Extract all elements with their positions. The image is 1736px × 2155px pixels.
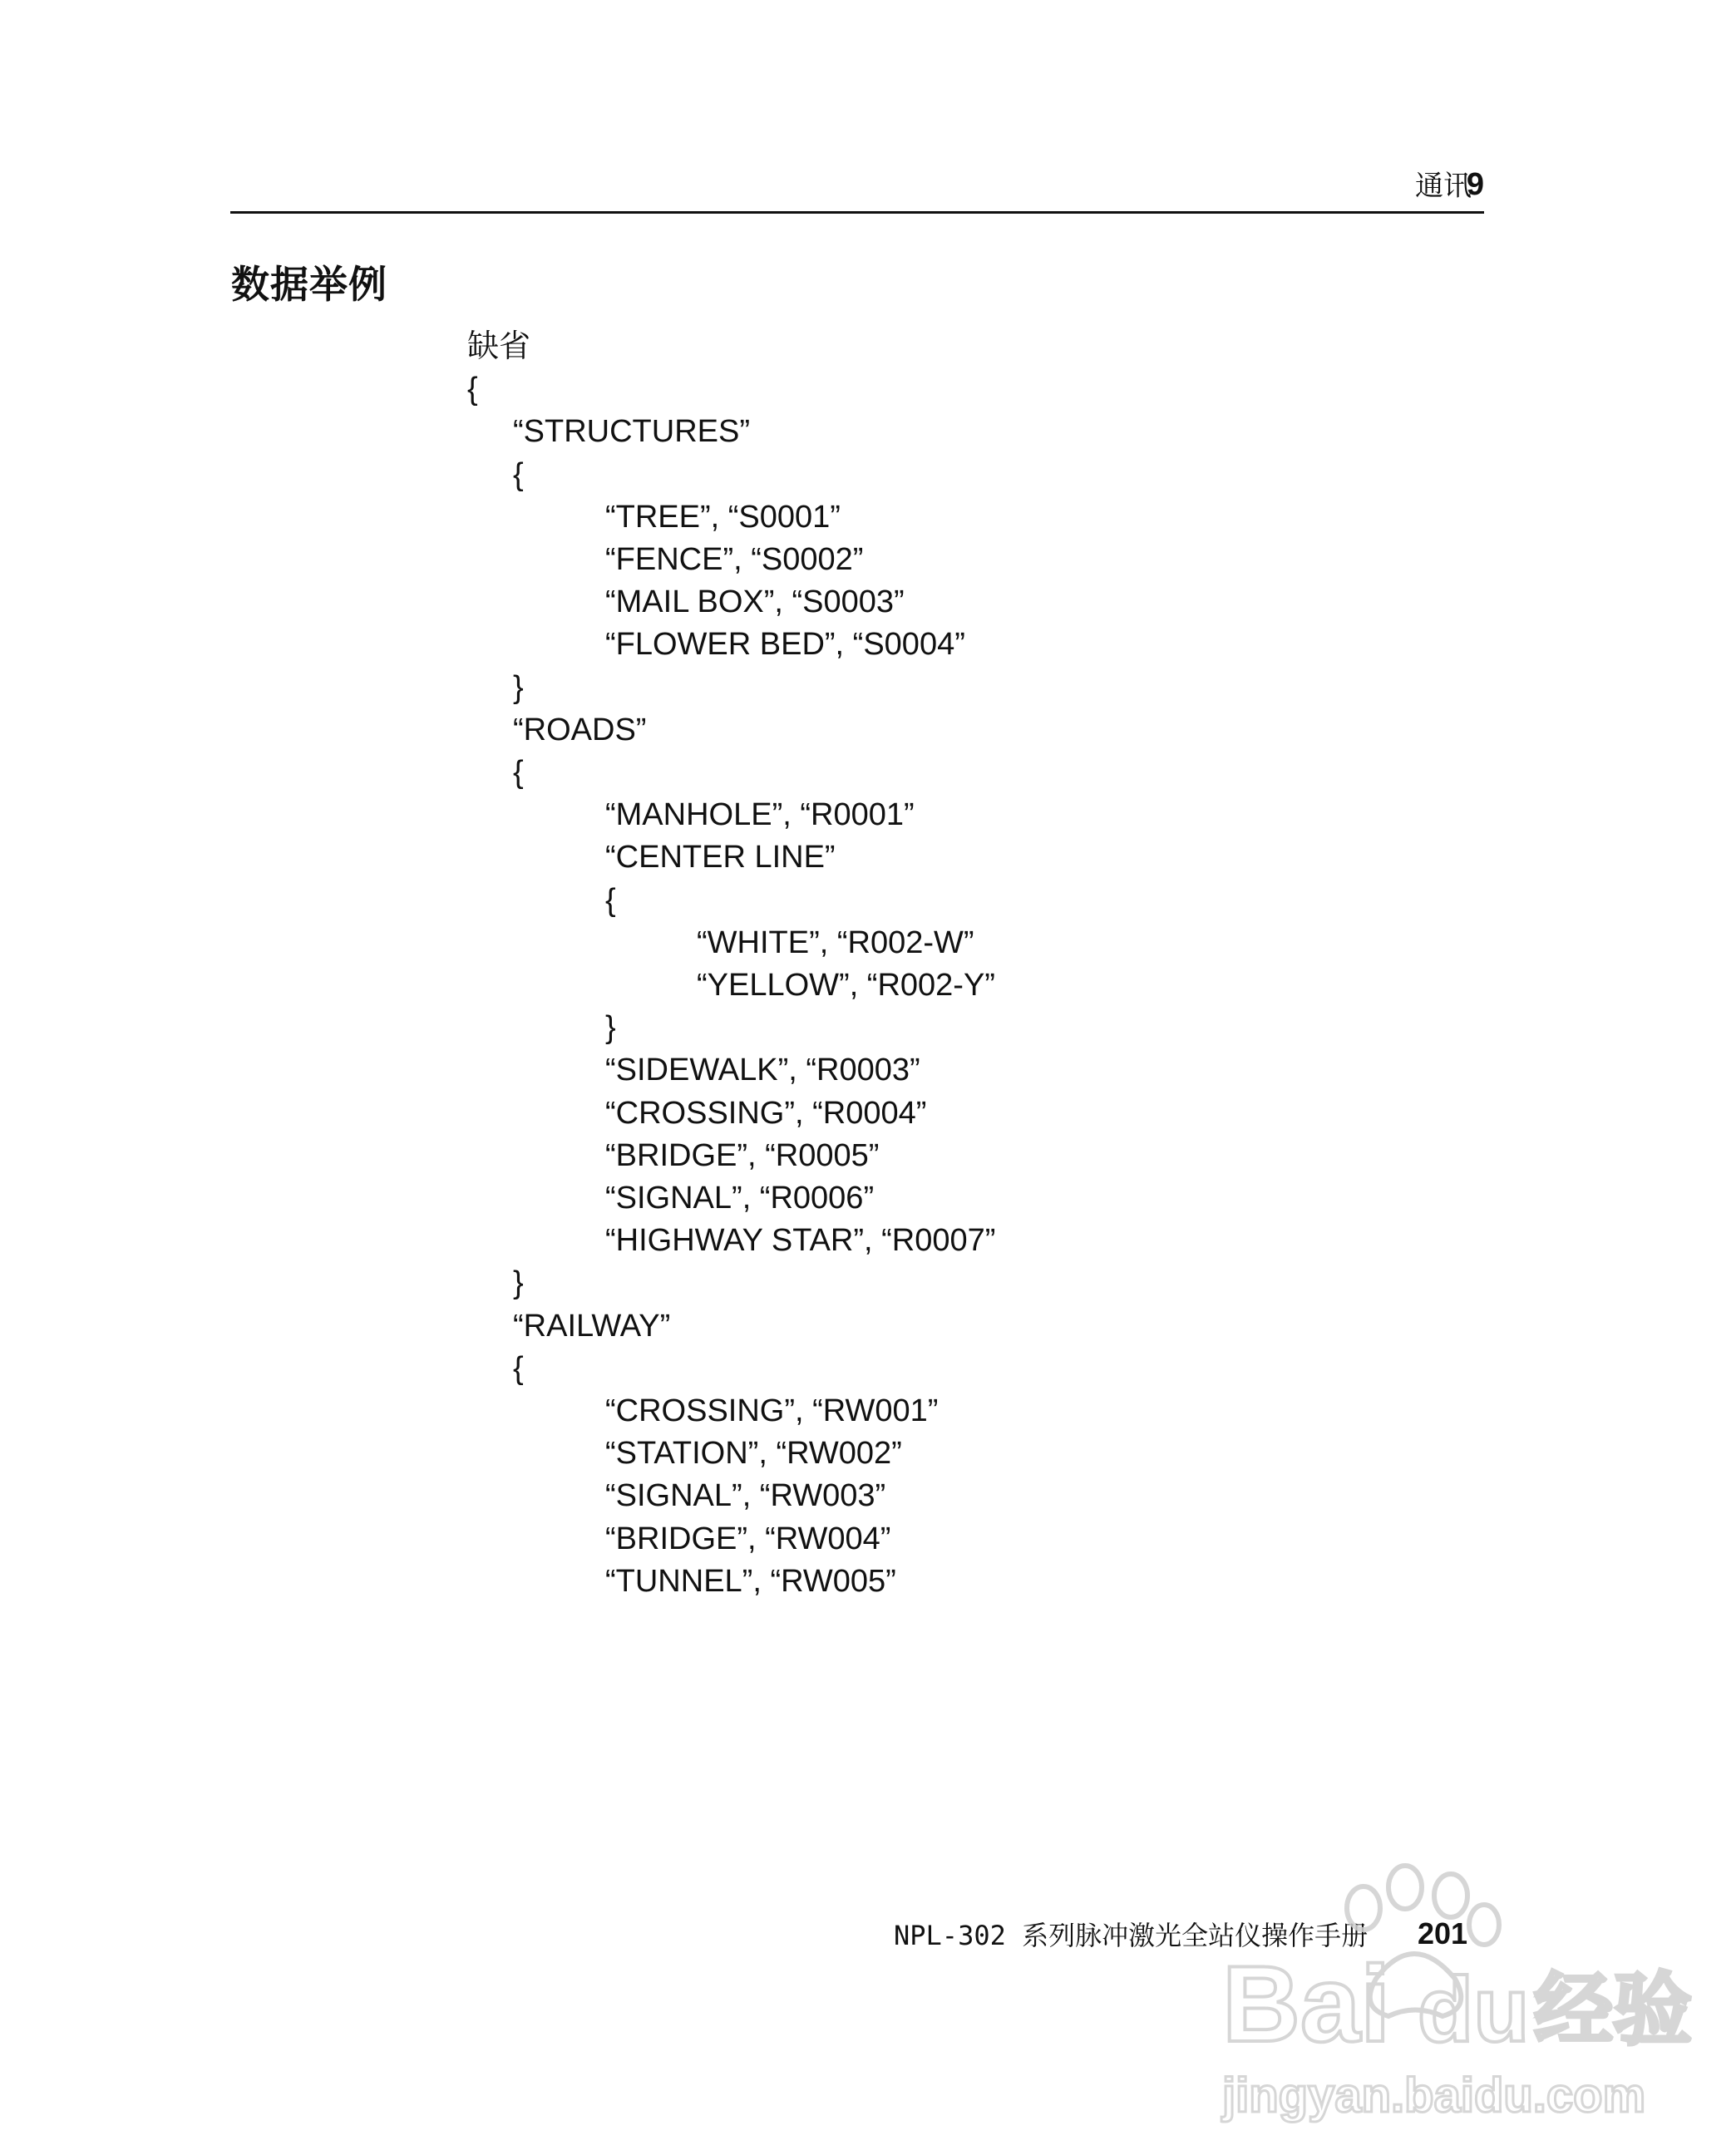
code-line: { bbox=[513, 456, 524, 492]
code-line: “TREE”, “S0001” bbox=[605, 499, 841, 535]
watermark-url: jingyan.baidu.com bbox=[1222, 2069, 1646, 2123]
watermark-logo-text: Bai bbox=[1222, 1943, 1391, 2064]
code-line: “SIGNAL”, “RW003” bbox=[605, 1478, 886, 1514]
code-line: “YELLOW”, “R002-Y” bbox=[697, 968, 995, 1003]
code-line: { bbox=[467, 372, 478, 407]
section-title: 数据举例 bbox=[231, 263, 387, 306]
code-line: “SIGNAL”, “R0006” bbox=[605, 1181, 875, 1216]
code-line: 缺省 bbox=[467, 329, 531, 364]
code-line: “STATION”, “RW002” bbox=[605, 1436, 902, 1472]
svg-text:经验: 经验 bbox=[1534, 1965, 1693, 2056]
code-line: “BRIDGE”, “RW004” bbox=[605, 1521, 891, 1556]
baidu-jingyan-watermark bbox=[1197, 1862, 1696, 2137]
code-line: “MANHOLE”, “R0001” bbox=[605, 797, 915, 833]
code-line: “TUNNEL”, “RW005” bbox=[605, 1563, 896, 1599]
header-chapter: 通讯 bbox=[1415, 170, 1472, 202]
code-line: { bbox=[513, 755, 524, 790]
code-line: “WHITE”, “R002-W” bbox=[697, 925, 974, 960]
header-chapter-number: 9 bbox=[1466, 167, 1484, 202]
footer-page-number: 201 bbox=[1418, 1916, 1468, 1950]
code-line: } bbox=[605, 1010, 616, 1046]
code-line: “FENCE”, “S0002” bbox=[605, 542, 864, 577]
code-line: “FLOWER BED”, “S0004” bbox=[605, 627, 965, 663]
svg-text:du: du bbox=[1418, 1959, 1530, 2061]
code-line: “ROADS” bbox=[513, 712, 647, 747]
code-line: “STRUCTURES” bbox=[513, 414, 750, 450]
code-line: “CROSSING”, “R0004” bbox=[605, 1095, 927, 1131]
code-line: } bbox=[513, 669, 524, 705]
code-line: “BRIDGE”, “R0005” bbox=[605, 1137, 880, 1173]
code-line: { bbox=[605, 882, 616, 918]
code-line: “HIGHWAY STAR”, “R0007” bbox=[605, 1223, 996, 1259]
code-line: “MAIL BOX”, “S0003” bbox=[605, 584, 905, 620]
footer-manual-title: NPL-302 系列脉冲激光全站仪操作手册 bbox=[894, 1920, 1369, 1951]
code-line: “SIDEWALK”, “R0003” bbox=[605, 1053, 920, 1088]
code-line: “CROSSING”, “RW001” bbox=[605, 1393, 939, 1428]
code-line: } bbox=[513, 1265, 524, 1301]
code-line: “CENTER LINE” bbox=[605, 840, 836, 875]
code-line: “RAILWAY” bbox=[513, 1308, 671, 1344]
code-line: { bbox=[513, 1350, 524, 1386]
